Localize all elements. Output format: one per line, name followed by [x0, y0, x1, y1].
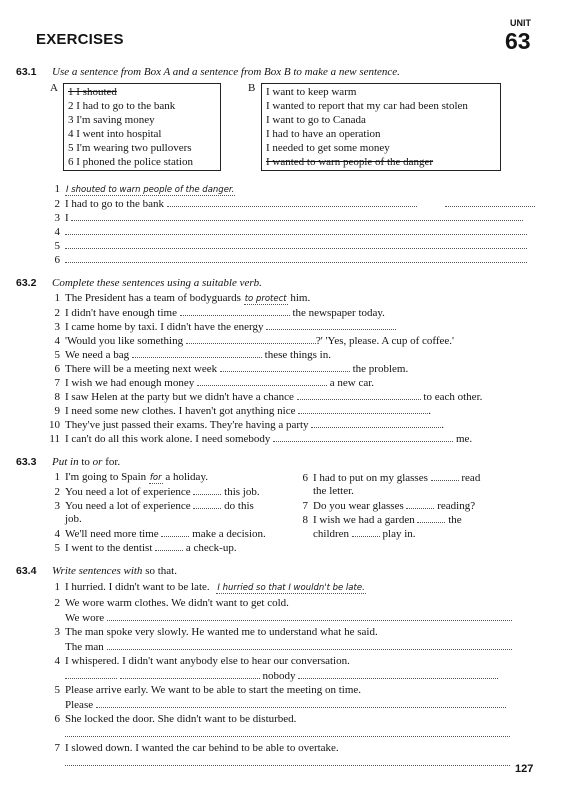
- answer-line: [65, 727, 510, 740]
- exercise-item: 10 They've just passed their exams. They're having a party .: [49, 419, 445, 431]
- exercise-item: 2 You need a lot of experience this job.: [54, 486, 260, 498]
- section-number: 63.1: [16, 66, 37, 78]
- box-b-item: I want to go to Canada: [266, 114, 366, 126]
- box-a-item: 4 I went into hospital: [68, 128, 162, 140]
- box-a-label: A: [50, 82, 58, 94]
- exercise-item-continued: children play in.: [313, 528, 416, 540]
- exercise-item: 1 I hurried. I didn't want to be late. I hurried so that I wouldn't be late.: [54, 581, 365, 593]
- answer-line: We wore: [65, 611, 512, 624]
- exercise-item: 8 I saw Helen at the party but we didn't have a chance to each other.: [54, 391, 483, 403]
- example-answer: I hurried so that I wouldn't be late.: [217, 583, 365, 593]
- exercise-item: 6: [48, 253, 527, 266]
- exercise-item-continued: the letter.: [313, 485, 354, 497]
- unit-number: 63: [505, 28, 531, 54]
- exercise-item: 6 She locked the door. She didn't want to be disturbed.: [54, 713, 297, 725]
- exercise-item: 6 There will be a meeting next week the problem.: [54, 363, 409, 375]
- box-a-item: 6 I phoned the police station: [68, 156, 193, 168]
- section-number: 63.4: [16, 565, 37, 577]
- exercise-item: 11 I can't do all this work alone. I need somebody me.: [49, 433, 473, 445]
- box-b-item: I needed to get some money: [266, 142, 390, 154]
- exercise-item: 4 I whispered. I didn't want anybody else to hear our conversation.: [54, 655, 350, 667]
- exercise-item: 2 I didn't have enough time the newspaper today.: [54, 307, 385, 319]
- exercise-item: 5 Please arrive early. We want to be able to start the meeting on time.: [54, 684, 362, 696]
- exercise-item: 5 We need a bag these things in.: [54, 349, 331, 361]
- exercise-item: 4 'Would you like something ?' 'Yes, please. A cup of coffee.': [54, 335, 454, 347]
- box-a-item: 2 I had to go to the bank: [68, 100, 176, 112]
- section-instruction: Complete these sentences using a suitable verb.: [52, 277, 262, 289]
- unit-label: UNIT: [510, 18, 531, 28]
- box-a-item: 1 I shouted: [68, 86, 117, 98]
- exercise-item: 7 I slowed down. I wanted the car behind to be able to overtake.: [54, 742, 339, 754]
- exercise-item: 1 I shouted to warn people of the danger.: [54, 183, 235, 195]
- box-b-item: I wanted to report that my car had been stolen: [266, 100, 468, 112]
- exercise-item: 7 Do you wear glasses reading?: [302, 500, 476, 512]
- exercise-item: 6 I had to put on my glasses read: [302, 472, 481, 484]
- exercise-item: 9 I need some new clothes. I haven't got anything nice .: [54, 405, 431, 417]
- section-instruction: Write sentences with so that.: [52, 565, 177, 577]
- example-answer: to protect: [244, 294, 287, 304]
- section-number: 63.3: [16, 456, 37, 468]
- exercise-item: 1 The President has a team of bodyguards to protect him.: [54, 292, 311, 304]
- section-instruction: Put in to or for.: [52, 456, 121, 468]
- exercise-item: 3 I came home by taxi. I didn't have the energy: [44, 320, 396, 333]
- exercise-item: 2 We wore warm clothes. We didn't want to get cold.: [54, 597, 289, 609]
- box-b-label: B: [248, 82, 256, 94]
- box-a-item: 5 I'm wearing two pullovers: [68, 142, 192, 154]
- exercise-item: 4: [48, 225, 527, 238]
- example-answer: for: [149, 473, 162, 483]
- box-a-item: 3 I'm saving money: [68, 114, 155, 126]
- page-number: 127: [515, 763, 534, 775]
- exercise-item: 3 The man spoke very slowly. He wanted me to understand what he said.: [54, 626, 378, 638]
- box-b-item: I wanted to warn people of the danger: [266, 156, 434, 168]
- answer-line: [65, 756, 510, 769]
- exercise-item: 5: [48, 239, 527, 252]
- page-title: EXERCISES: [36, 31, 124, 48]
- section-number: 63.2: [16, 277, 37, 289]
- example-answer: I shouted to warn people of the danger.: [66, 185, 235, 195]
- exercise-item: 7 I wish we had enough money a new car.: [54, 377, 375, 389]
- answer-line: nobody: [65, 669, 498, 682]
- box-a: [63, 83, 221, 171]
- exercise-item: 3 You need a lot of experience do this: [54, 500, 254, 512]
- box-b: [261, 83, 501, 171]
- box-b-item: I want to keep warm: [266, 86, 357, 98]
- exercise-item: 2 I had to go to the bank: [48, 197, 535, 210]
- answer-line: The man: [65, 640, 512, 653]
- exercise-item: 5 I went to the dentist a check-up.: [54, 542, 237, 554]
- exercise-item: 4 We'll need more time make a decision.: [54, 528, 266, 540]
- exercise-item-continued: job.: [65, 513, 82, 525]
- box-b-item: I had to have an operation: [266, 128, 381, 140]
- section-instruction: Use a sentence from Box A and a sentence from Box B to make a new sentence.: [52, 66, 400, 78]
- exercise-item: 1 I'm going to Spain for a holiday.: [54, 471, 208, 483]
- answer-line: Please: [65, 698, 506, 711]
- exercise-item: 3 I: [48, 211, 523, 224]
- exercise-item: 8 I wish we had a garden the: [302, 514, 462, 526]
